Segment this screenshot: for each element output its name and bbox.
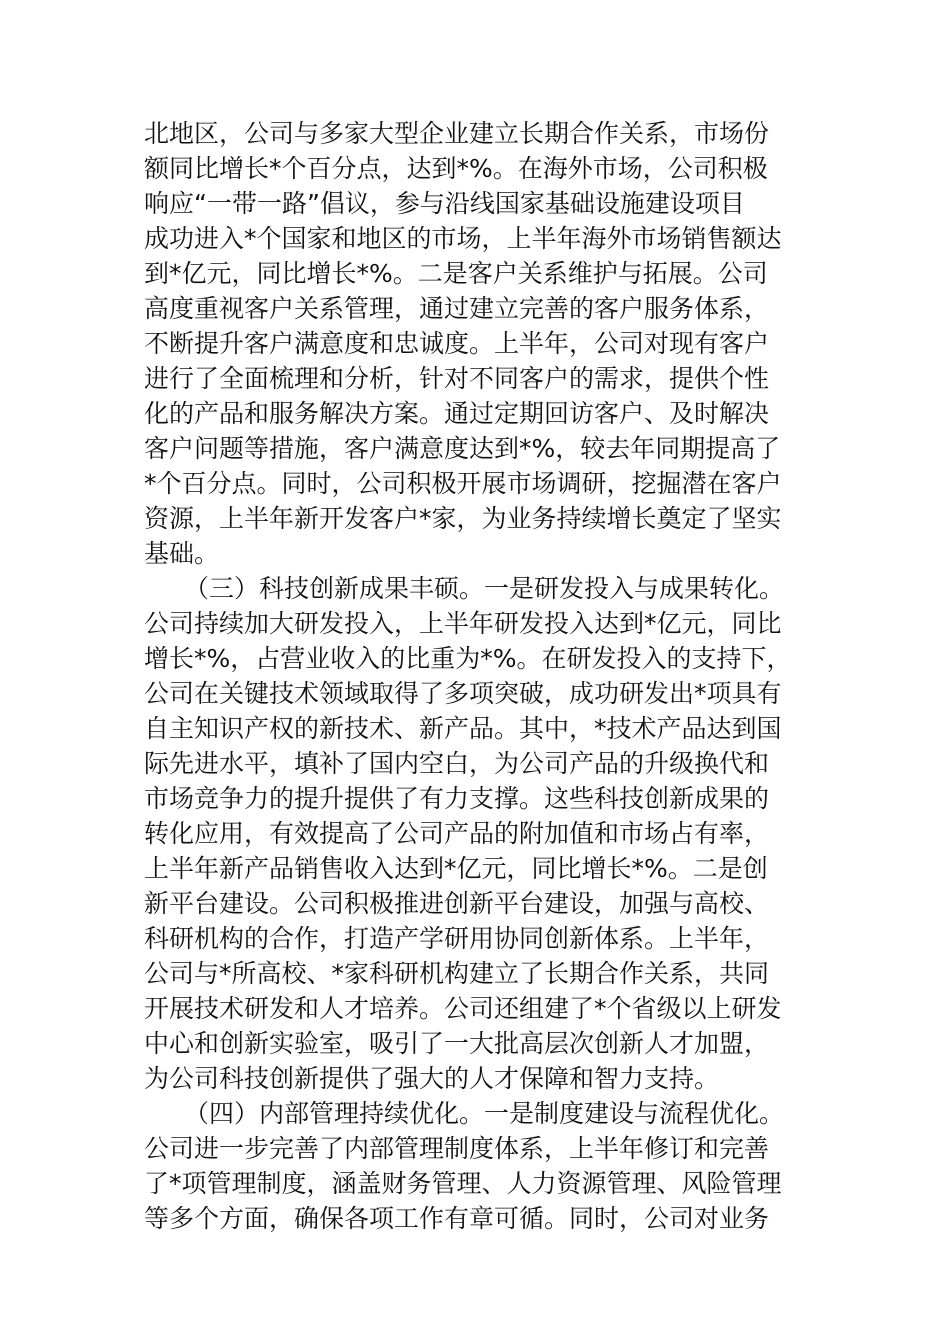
document-body-text <box>144 116 834 1236</box>
text-line: 新平台建设。公司积极推进创新平台建设，加强与高校、 <box>144 889 770 918</box>
text-line: 公司进一步完善了内部管理制度体系，上半年修订和完善 <box>144 1134 770 1163</box>
text-line: 基础。 <box>144 539 220 568</box>
text-line: 公司与*所高校、*家科研机构建立了长期合作关系，共同 <box>144 959 770 988</box>
text-line: 资源，上半年新开发客户*家，为业务持续增长奠定了坚实 <box>144 504 782 533</box>
text-line: 了*项管理制度，涵盖财务管理、人力资源管理、风险管理 <box>144 1169 782 1198</box>
text-line: 公司在关键技术领域取得了多项突破，成功研发出*项具有 <box>144 679 782 708</box>
text-line: 高度重视客户关系管理，通过建立完善的客户服务体系， <box>144 294 770 323</box>
text-line: 额同比增长*个百分点，达到*%。在海外市场，公司积极 <box>144 154 768 183</box>
text-line: 等多个方面，确保各项工作有章可循。同时，公司对业务 <box>144 1204 770 1233</box>
text-line: 际先进水平，填补了国内空白，为公司产品的升级换代和 <box>144 749 770 778</box>
text-line: 自主知识产权的新技术、新产品。其中，*技术产品达到国 <box>144 714 782 743</box>
text-line: 为公司科技创新提供了强大的人才保障和智力支持。 <box>144 1064 720 1093</box>
text-line: 不断提升客户满意度和忠诚度。上半年，公司对现有客户 <box>144 329 770 358</box>
text-line: *个百分点。同时，公司积极开展市场调研，挖掘潜在客户 <box>144 469 782 498</box>
text-line: 响应“一带一路”倡议，参与沿线国家基础设施建设项目 <box>144 189 745 218</box>
text-line: 进行了全面梳理和分析，针对不同客户的需求，提供个性 <box>144 364 770 393</box>
text-line: 北地区，公司与多家大型企业建立长期合作关系，市场份 <box>144 119 770 148</box>
text-line: 客户问题等措施，客户满意度达到*%，较去年同期提高了 <box>144 434 781 463</box>
text-line: 中心和创新实验室，吸引了一大批高层次创新人才加盟， <box>144 1029 770 1058</box>
text-line: 开展技术研发和人才培养。公司还组建了*个省级以上研发 <box>144 994 782 1023</box>
text-line: 到*亿元，同比增长*%。二是客户关系维护与拓展。公司 <box>144 259 768 288</box>
text-line: 市场竞争力的提升提供了有力支撑。这些科技创新成果的 <box>144 784 770 813</box>
text-line: 上半年新产品销售收入达到*亿元，同比增长*%。二是创 <box>144 854 768 883</box>
text-line: 公司持续加大研发投入，上半年研发投入达到*亿元，同比 <box>144 609 782 638</box>
text-line: 成功进入*个国家和地区的市场，上半年海外市场销售额达 <box>144 224 782 253</box>
text-line: 科研机构的合作，打造产学研用协同创新体系。上半年， <box>144 924 770 953</box>
section-heading-line: （四）内部管理持续优化。一是制度建设与流程优化。 <box>184 1099 785 1128</box>
text-line: 化的产品和服务解决方案。通过定期回访客户、及时解决 <box>144 399 770 428</box>
text-line: 转化应用，有效提高了公司产品的附加值和市场占有率， <box>144 819 770 848</box>
text-line: 增长*%，占营业收入的比重为*%。在研发投入的支持下， <box>144 644 792 673</box>
section-heading-line: （三）科技创新成果丰硕。一是研发投入与成果转化。 <box>184 574 785 603</box>
